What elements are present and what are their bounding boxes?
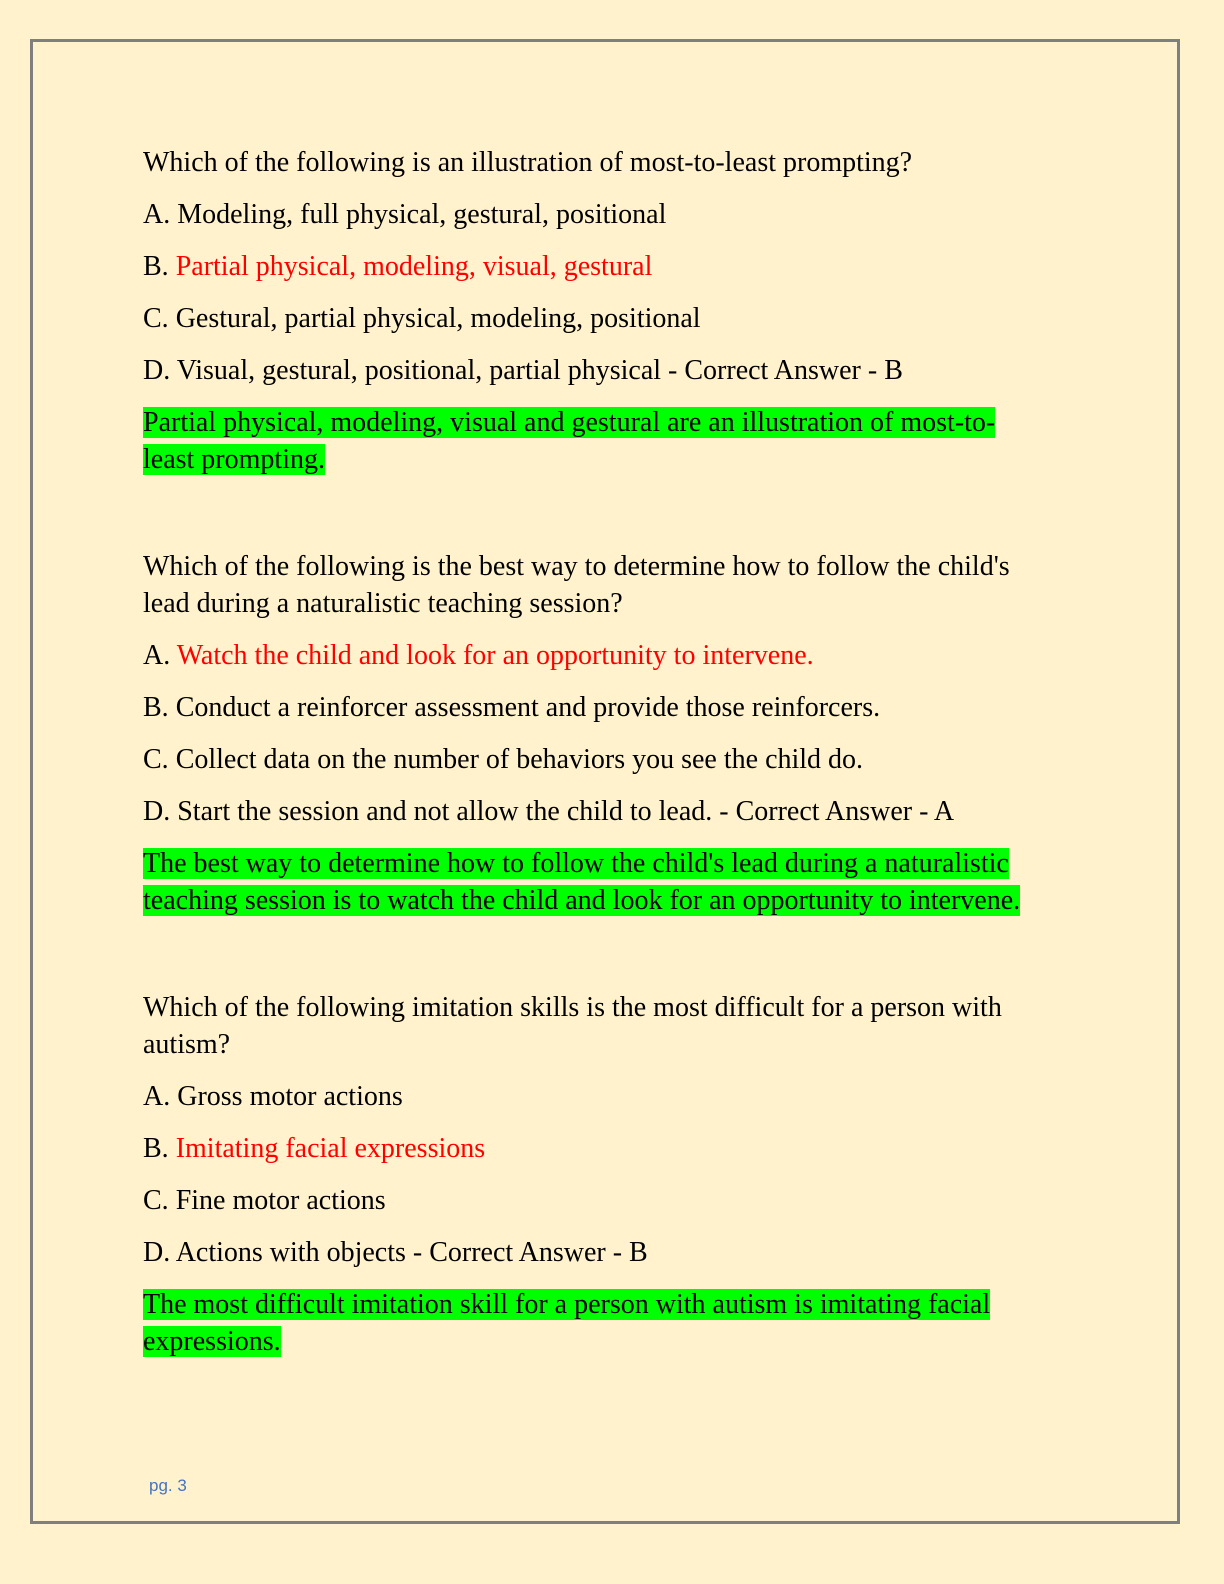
question-3-option-c: C. Fine motor actions — [143, 1185, 386, 1216]
question-2-stem: Which of the following is the best way to determine how to follow the child's lead during a naturalistic teaching session? — [143, 551, 1010, 619]
question-3-option-a: A. Gross motor actions — [143, 1081, 403, 1112]
question-2-option-d: D. Start the session and not allow the child to lead. - Correct Answer - A — [143, 796, 955, 827]
question-2 — [143, 548, 1103, 919]
question-2-option-a: A. Watch the child and look for an opportunity to intervene. — [143, 640, 814, 671]
question-3-option-b: B. Imitating facial expressions — [143, 1133, 486, 1164]
question-1-stem: Which of the following is an illustration of most-to-least prompting? — [143, 147, 913, 178]
question-2-explanation: The best way to determine how to follow the child's lead during a naturalistic teaching session is to watch the child and look for an opportunity to intervene. — [143, 848, 1021, 916]
question-3-stem: Which of the following imitation skills is the most difficult for a person with autism? — [143, 992, 1002, 1060]
page-number: pg. 3 — [149, 1476, 187, 1495]
correct-option-text: Watch the child and look for an opportunity to intervene. — [176, 640, 814, 671]
question-3-option-d: D. Actions with objects - Correct Answer - B — [143, 1237, 648, 1268]
question-3-explanation: The most difficult imitation skill for a person with autism is imitating facial expressions. — [143, 1289, 991, 1357]
question-3 — [143, 989, 1103, 1360]
question-1-option-c: C. Gestural, partial physical, modeling, positional — [143, 303, 701, 334]
question-1-explanation: Partial physical, modeling, visual and gestural are an illustration of most-to-least prompting. — [143, 407, 996, 475]
question-1-option-b: B. Partial physical, modeling, visual, gestural — [143, 251, 653, 282]
correct-option-text: Imitating facial expressions — [175, 1133, 486, 1164]
question-2-option-c: C. Collect data on the number of behaviors you see the child do. — [143, 744, 864, 775]
document-content — [143, 144, 1103, 1360]
question-1-option-a: A. Modeling, full physical, gestural, positional — [143, 199, 667, 230]
question-2-option-b: B. Conduct a reinforcer assessment and provide those reinforcers. — [143, 692, 881, 723]
question-1 — [143, 144, 1103, 478]
correct-option-text: Partial physical, modeling, visual, gestural — [175, 251, 653, 282]
question-1-option-d: D. Visual, gestural, positional, partial physical - Correct Answer - B — [143, 355, 903, 386]
